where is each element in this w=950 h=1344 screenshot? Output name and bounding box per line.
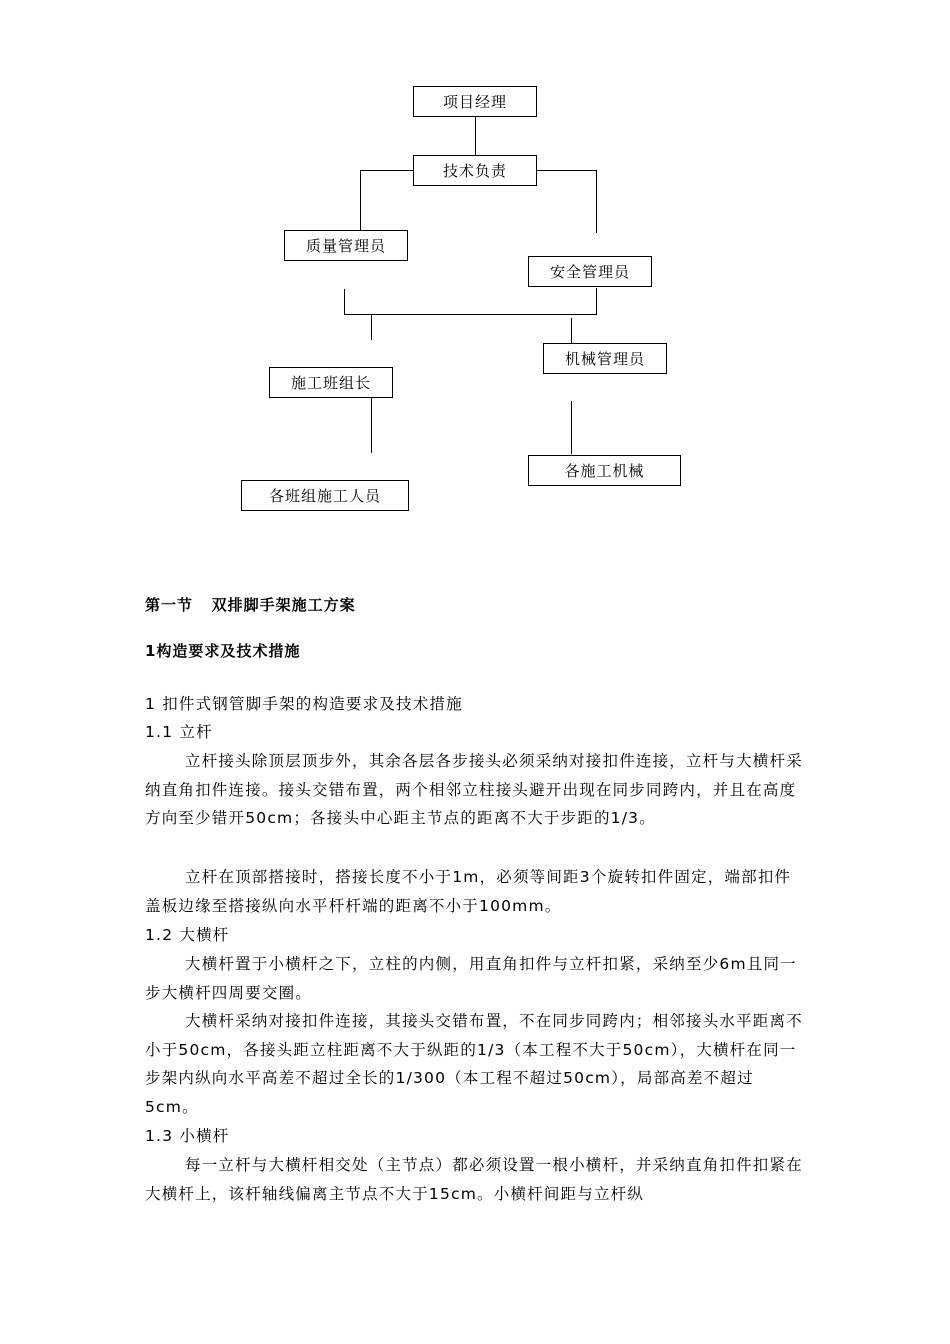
box-tech-lead: 技术负责 bbox=[413, 155, 537, 186]
box-machinery-manager: 机械管理员 bbox=[543, 343, 667, 374]
connector-line bbox=[571, 401, 572, 454]
box-team-leader: 施工班组长 bbox=[269, 367, 393, 398]
connector-line bbox=[344, 314, 596, 315]
connector-line bbox=[596, 170, 597, 233]
paragraph-heading: 1.1 立杆 bbox=[145, 723, 213, 741]
paragraph-heading: 1.3 小横杆 bbox=[145, 1127, 230, 1145]
connector-line bbox=[371, 314, 372, 340]
box-project-manager: 项目经理 bbox=[413, 86, 537, 117]
paragraph: 大横杆采纳对接扣件连接，其接头交错布置，不在同步同跨内；相邻接头水平距离不小于50cm，各接头距立柱距离不大于纵距的1/3（本工程不大于50cm），大横杆在同一步架内纵向水平高差不超过全长的1/300（本工程不超过50cm），局部高差不超过5cm。 bbox=[145, 1012, 803, 1116]
paragraph: 立杆在顶部搭接时，搭接长度不小于1m，必须等间距3个旋转扣件固定，端部扣件盖板边缘至搭接纵向水平杆杆端的距离不小于100mm。 bbox=[145, 868, 792, 915]
connector-line bbox=[344, 289, 345, 315]
org-chart bbox=[0, 0, 950, 560]
paragraph-heading: 1 扣件式钢管脚手架的构造要求及技术措施 bbox=[145, 695, 463, 713]
paragraph: 立杆接头除顶层顶步外，其余各层各步接头必须采纳对接扣件连接，立杆与大横杆采纳直角扣件连接。接头交错布置，两个相邻立柱接头避开出现在同步同跨内，并且在高度方向至少错开50cm；各接头中心距主节点的距离不大于步距的1/3。 bbox=[145, 752, 803, 827]
connector-line bbox=[596, 288, 597, 315]
connector-line bbox=[360, 170, 361, 230]
paragraph: 大横杆置于小横杆之下，立柱的内侧，用直角扣件与立杆扣紧，采纳至少6m且同一步大横杆四周要交圈。 bbox=[145, 955, 797, 1002]
paragraph-heading: 1.2 大横杆 bbox=[145, 926, 230, 944]
box-machines: 各施工机械 bbox=[528, 455, 681, 486]
box-quality-manager: 质量管理员 bbox=[284, 230, 408, 261]
section-title: 第一节 双排脚手架施工方案 bbox=[145, 596, 356, 614]
connector-line bbox=[475, 117, 476, 155]
subsection-title: 1构造要求及技术措施 bbox=[145, 642, 301, 660]
connector-line bbox=[360, 170, 413, 171]
box-workers: 各班组施工人员 bbox=[241, 480, 409, 511]
connector-line bbox=[537, 170, 596, 171]
connector-line bbox=[371, 398, 372, 453]
paragraph: 每一立杆与大横杆相交处（主节点）都必须设置一根小横杆，并采纳直角扣件扣紧在大横杆上，该杆轴线偏离主节点不大于15cm。小横杆间距与立杆纵 bbox=[145, 1156, 803, 1203]
connector-line bbox=[571, 318, 572, 343]
box-safety-manager: 安全管理员 bbox=[528, 256, 652, 287]
